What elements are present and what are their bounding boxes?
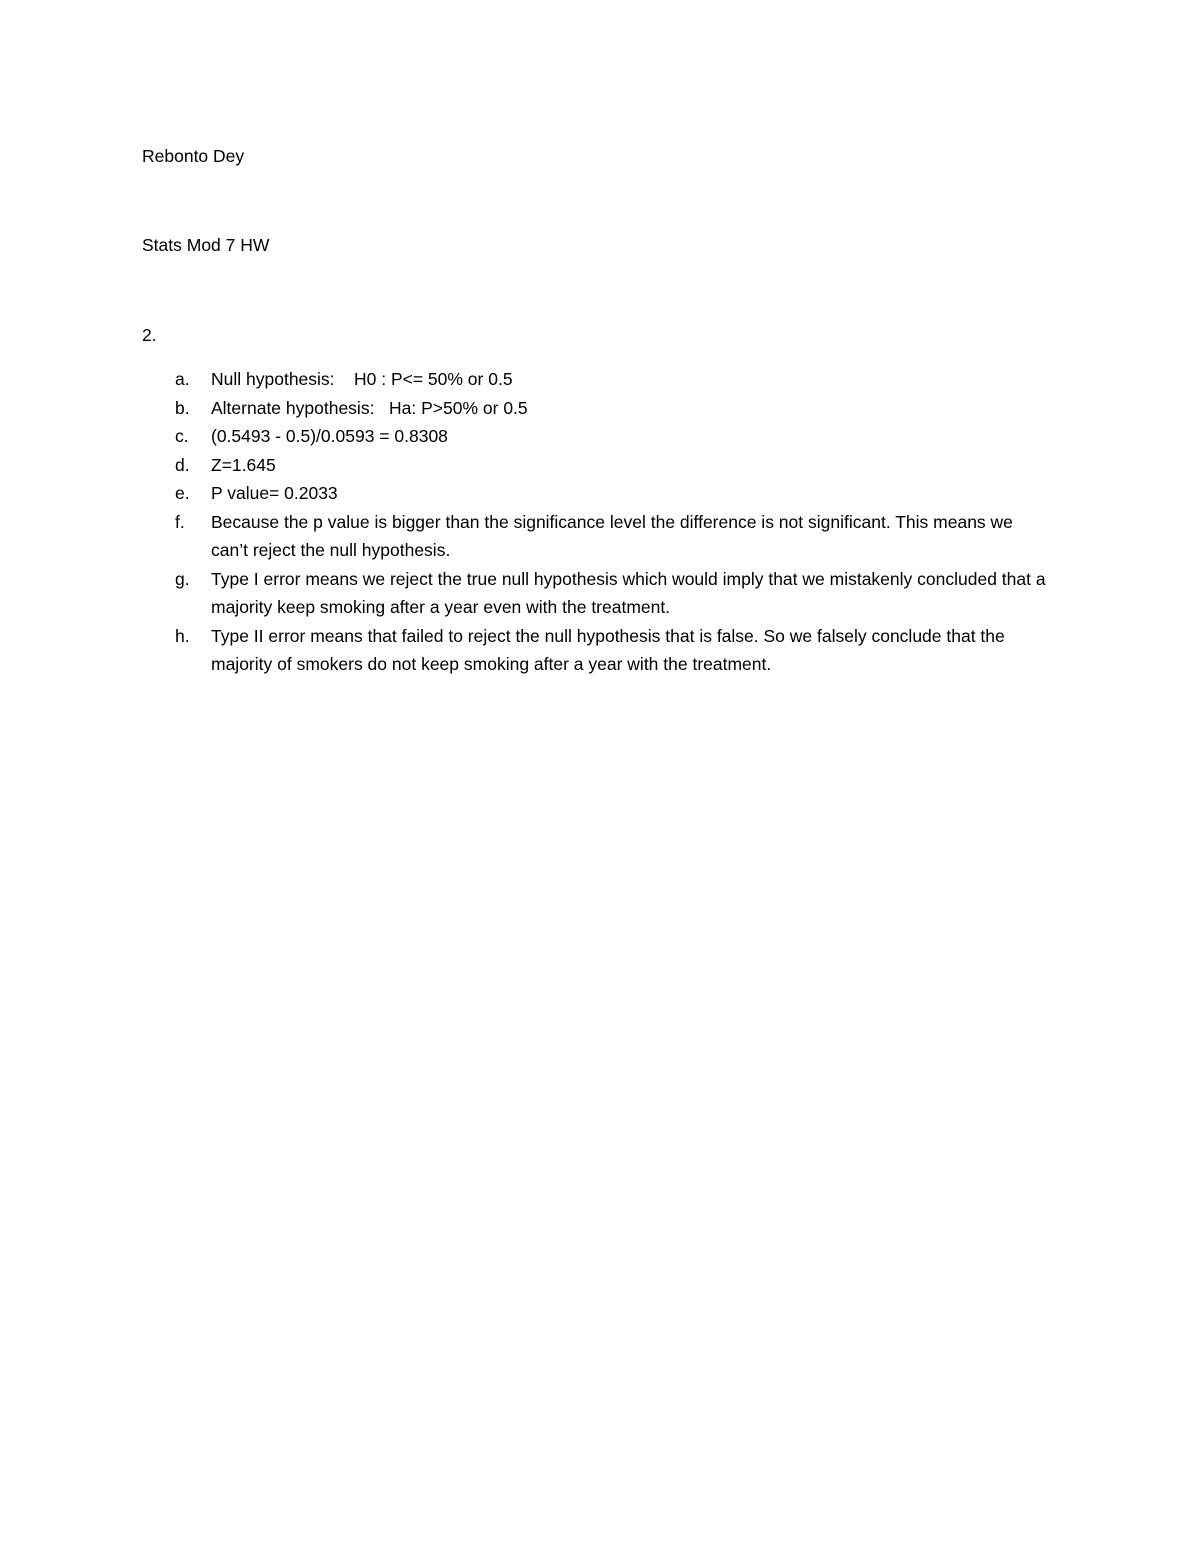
answer-item-a [142, 365, 1052, 394]
document-title: Stats Mod 7 HW [142, 235, 270, 255]
answer-item-b [142, 394, 1052, 423]
answer-text: Null hypothesis: H0 : P<= 50% or 0.5 [211, 369, 513, 389]
answer-marker: c. [175, 426, 189, 446]
answer-item-c [142, 422, 1052, 451]
answer-text: Type I error means we reject the true null hypothesis which would imply that we mistakenly concluded that a majority keep smoking after a year even with the treatment. [211, 568, 1046, 617]
answer-marker: g. [175, 568, 190, 589]
answer-marker: b. [175, 397, 190, 418]
answer-text: P value= 0.2033 [211, 483, 338, 503]
author-name: Rebonto Dey [142, 146, 245, 166]
answer-item-d [142, 451, 1052, 480]
answer-item-f [142, 508, 1052, 565]
answer-marker: h. [175, 625, 190, 646]
question-number: 2. [142, 325, 157, 345]
answer-marker: d. [175, 454, 190, 475]
answer-text: Type II error means that failed to reject the null hypothesis that is false. So we falsely conclude that the majority of smokers do not keep smoking after a year with the treatment. [211, 625, 1005, 674]
answer-list [142, 365, 1052, 679]
answer-text: (0.5493 - 0.5)/0.0593 = 0.8308 [211, 426, 448, 446]
answer-marker: f. [175, 511, 185, 532]
answer-text: Alternate hypothesis: Ha: P>50% or 0.5 [211, 397, 528, 418]
answer-item-h [142, 622, 1052, 679]
answer-marker: e. [175, 483, 190, 503]
answer-text: Because the p value is bigger than the significance level the difference is not significant. This means we can’t reject the null hypothesis. [211, 511, 1013, 560]
answer-text: Z=1.645 [211, 454, 276, 475]
answer-item-e [142, 479, 1052, 508]
answer-marker: a. [175, 369, 190, 389]
answer-item-g [142, 565, 1052, 622]
